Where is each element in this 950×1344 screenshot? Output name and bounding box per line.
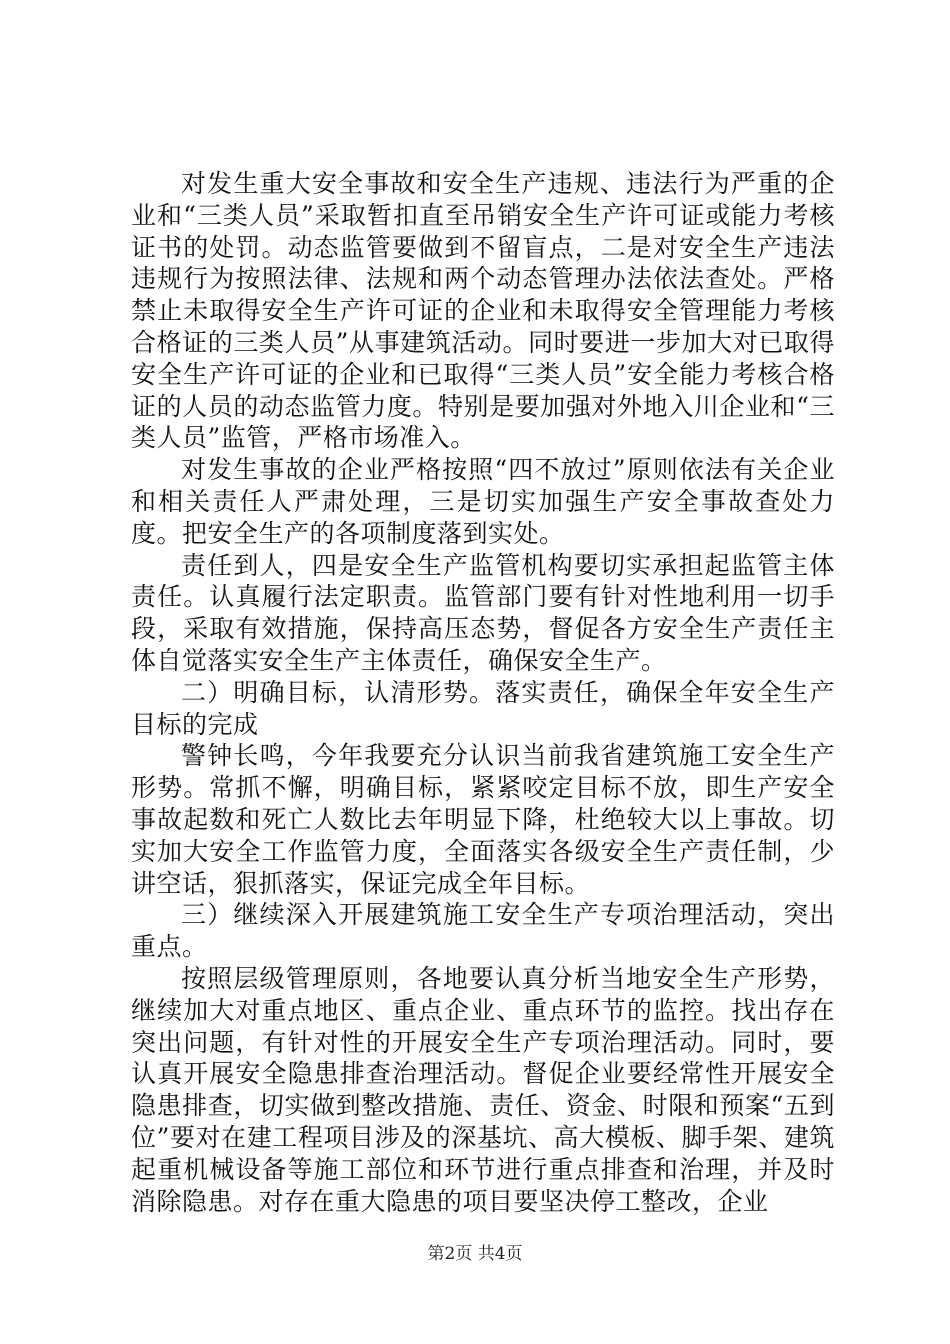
paragraph-6-heading: 三）继续深入开展建筑施工安全生产专项治理活动，突出重点。 xyxy=(131,900,835,962)
paragraph-4-heading: 二）明确目标，认清形势。落实责任，确保全年安全生产目标的完成 xyxy=(131,677,835,739)
document-body xyxy=(131,168,835,1217)
paragraph-2: 对发生事故的企业严格按照“四不放过”原则依法有关企业和相关责任人严肃处理，三是切实加强生产安全事故查处力度。把安全生产的各项制度落到实处。 xyxy=(131,455,835,548)
paragraph-5: 警钟长鸣，今年我要充分认识当前我省建筑施工安全生产形势。常抓不懈，明确目标，紧紧咬定目标不放，即生产安全事故起数和死亡人数比去年明显下降，杜绝较大以上事故。切实加大安全工作监管力度，全面落实各级安全生产责任制，少讲空话，狠抓落实，保证完成全年目标。 xyxy=(131,741,835,898)
paragraph-3: 责任到人，四是安全生产监管机构要切实承担起监管主体责任。认真履行法定职责。监管部门要有针对性地利用一切手段，采取有效措施，保持高压态势，督促各方安全生产责任主体自觉落实安全生产主体责任，确保安全生产。 xyxy=(131,550,835,675)
paragraph-1: 对发生重大安全事故和安全生产违规、违法行为严重的企业和“三类人员”采取暂扣直至吊销安全生产许可证或能力考核证书的处罚。动态监管要做到不留盲点，二是对安全生产违法违规行为按照法律、法规和两个动态管理办法依法查处。严格禁止未取得安全生产许可证的企业和未取得安全管理能力考核合格证的三类人员”从事建筑活动。同时要进一步加大对已取得安全生产许可证的企业和已取得“三类人员”安全能力考核合格证的人员的动态监管力度。特别是要加强对外地入川企业和“三类人员”监管，严格市场准入。 xyxy=(131,169,835,453)
paragraph-7: 按照层级管理原则，各地要认真分析当地安全生产形势，继续加大对重点地区、重点企业、重点环节的监控。找出存在突出问题，有针对性的开展安全生产专项治理活动。同时，要认真开展安全隐患排查治理活动。督促企业要经常性开展安全隐患排查，切实做到整改措施、责任、资金、时限和预案“五到位”要对在建工程项目涉及的深基坑、高大模板、脚手架、建筑起重机械设备等施工部位和环节进行重点排查和治理，并及时消除隐患。对存在重大隐患的项目要坚决停工整改，企业 xyxy=(131,963,835,1216)
page-footer: 第2页 共4页 xyxy=(427,1244,523,1264)
